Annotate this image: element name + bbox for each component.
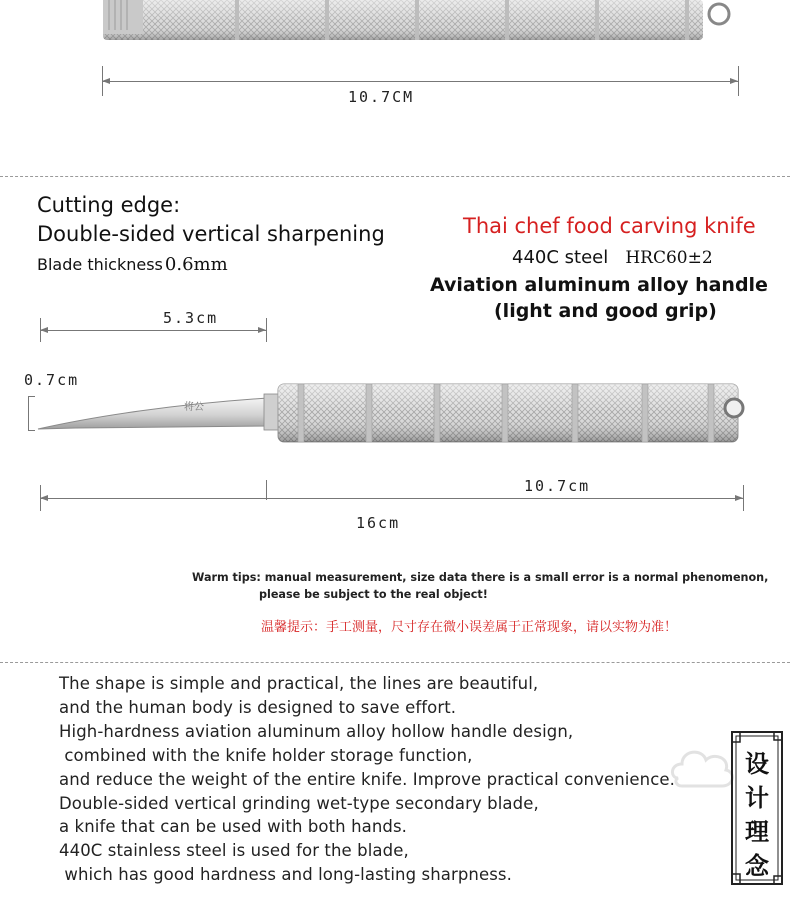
handle-material-note: (light and good grip) [494, 300, 717, 322]
top-handle-length-label: 10.7CM [348, 88, 415, 106]
seal-char: 理 [745, 817, 769, 846]
blade-width-label: 0.7cm [24, 371, 80, 389]
lower-dim-line [40, 498, 743, 499]
handle-length-label: 10.7cm [524, 477, 591, 495]
tips-cn: 温馨提示：手工测量，尺寸存在微小误差属于正常现象，请以实物为准！ [261, 620, 678, 635]
blade-dim-arrow-right [258, 327, 266, 333]
knife-image [36, 376, 756, 446]
handle-top-graphic [95, 0, 745, 46]
description-line: 440C stainless steel is used for the blade, [59, 841, 409, 861]
description-line: The shape is simple and practical, the lines are beautiful, [59, 674, 539, 693]
lower-dim-arrow-right [735, 495, 743, 501]
blade-thickness [37, 254, 228, 275]
seal-char: 念 [745, 851, 769, 880]
description-line: and the human body is designed to save effort. [59, 697, 457, 717]
steel-hardness-line [512, 247, 713, 268]
handle-material: Aviation aluminum alloy handle [430, 274, 768, 296]
blade-width-bracket [28, 396, 35, 431]
seal-char: 计 [745, 783, 769, 812]
cutting-edge-title: Cutting edge: [37, 193, 181, 217]
steel-type: 440C steel [512, 247, 609, 268]
top-dim-line [102, 81, 738, 82]
knife-engraving: 将公 [184, 402, 204, 413]
knife-graphic [36, 376, 756, 446]
blade-thickness-label: Blade thickness [37, 255, 163, 274]
tips-en-line1: Warm tips: manual measurement, size data there is a small error is a normal phenomenon, [192, 571, 769, 584]
description-line: which has good hardness and long-lasting sharpness. [59, 865, 512, 885]
description-block [59, 672, 675, 887]
blade-thickness-value: 0.6mm [164, 254, 228, 275]
blade-length-label: 5.3cm [163, 309, 219, 327]
blade-dim-right-tick [266, 318, 267, 342]
blade-dim-arrow-left [40, 327, 48, 333]
cutting-edge-value: Double-sided vertical sharpening [37, 222, 385, 246]
description-line: High-hardness aviation aluminum alloy hollow handle design, [59, 721, 574, 741]
product-name: Thai chef food carving knife [463, 214, 756, 238]
tips-en-line2: please be subject to the real object! [259, 588, 488, 601]
hardness-value: HRC60±2 [625, 248, 713, 268]
lower-dim-arrow-left [40, 495, 48, 501]
lower-dim-right-tick [743, 485, 744, 511]
divider-top [0, 176, 790, 177]
top-dim-arrow-left [102, 78, 110, 84]
design-concept-seal [728, 728, 786, 888]
blade-dim-line [40, 330, 266, 331]
description-line: combined with the knife holder storage function, [59, 745, 473, 765]
top-handle-image [95, 0, 745, 46]
divider-bottom [0, 662, 790, 663]
seal-char: 设 [745, 749, 769, 778]
top-dim-right-tick [738, 66, 739, 96]
description-line: a knife that can be used with both hands. [59, 817, 408, 837]
lower-dim-mid-tick [266, 480, 267, 500]
description-line: Double-sided vertical grinding wet-type secondary blade, [59, 793, 539, 813]
total-length-label: 16cm [356, 514, 401, 532]
top-dim-arrow-right [730, 78, 738, 84]
description-line: and reduce the weight of the entire knife. Improve practical convenience. [59, 769, 676, 789]
